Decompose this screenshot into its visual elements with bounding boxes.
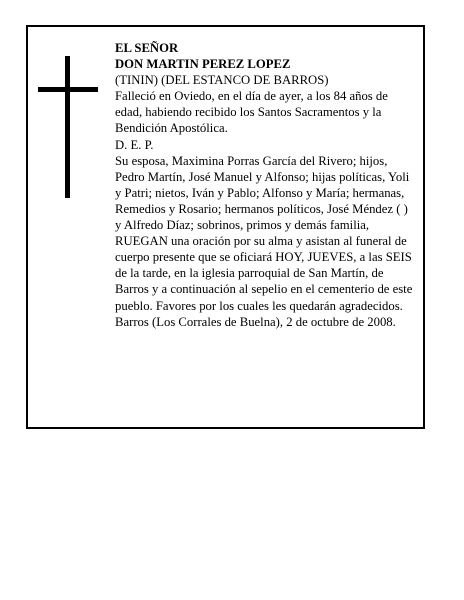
notice-text (115, 40, 417, 330)
notice-heading-title: EL SEÑOR (115, 41, 179, 55)
cross-vertical-bar (65, 56, 70, 198)
deceased-nickname: (TININ) (DEL ESTANCO DE BARROS) (115, 73, 329, 88)
dep-abbreviation: D. E. P. (115, 137, 154, 152)
cross-horizontal-bar (38, 87, 98, 92)
cross-icon (38, 56, 98, 198)
deceased-name: DON MARTIN PEREZ LOPEZ (115, 57, 291, 72)
death-announcement: Falleció en Oviedo, en el día de ayer, a los 84 años de edad, habiendo recibido los Santos Sacramentos y la Bendición Apostólica. (115, 89, 388, 136)
place-and-date: Barros (Los Corrales de Buelna), 2 de octubre de 2008. (115, 314, 396, 329)
family-list: Su esposa, Maximina Porras García del Rivero; hijos, Pedro Martín, José Manuel y Alfonso; hijas políticas, Yoli y Patri; nietos, Iván y Pablo; Alfonso y María; hermanas, Remedios y Rosario; hermanos políticos, José Méndez ( ) y Alfredo Díaz; sobrinos, primos y demás familia, (115, 153, 410, 233)
funeral-request: RUEGAN una oración por su alma y asistan al funeral de cuerpo presente que se oficiará HOY, JUEVES, a las SEIS de la tarde, en la iglesia parroquial de San Martín, de Barros y a continuación al sepelio en el cementerio de este pueblo. Favores por los cuales les quedarán agradecidos. (115, 234, 413, 313)
obituary-notice (26, 25, 425, 429)
